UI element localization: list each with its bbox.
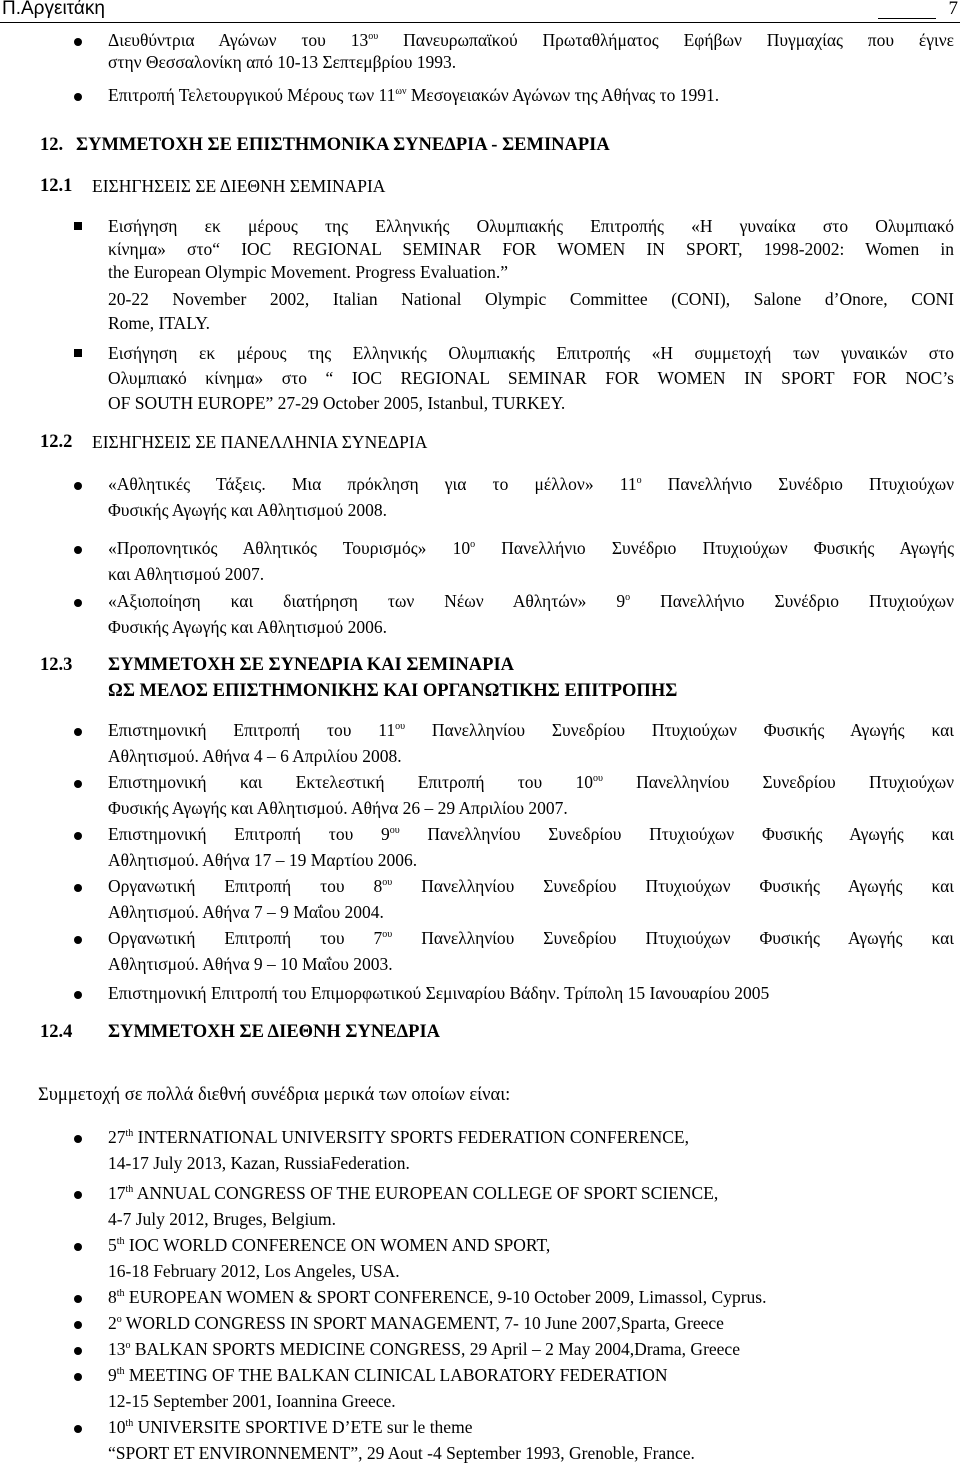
text-line: 20-22 November 2002, Italian National Olympic Committee (CONI), Salone d’Onore, CONI [108, 289, 954, 309]
bullet-icon [74, 1373, 82, 1381]
bullet-icon [74, 546, 82, 554]
text-line: “SPORT ET ENVIRONNEMENT”, 29 Aout -4 September 1993, Grenoble, France. [108, 1443, 695, 1463]
subsection-title-line2: ΩΣ ΜΕΛΟΣ ΕΠΙΣΤΗΜΟΝΙΚΗΣ ΚΑΙ ΟΡΓΑΝΩΤΙΚΗΣ ΕΠΙΤΡΟΠΗΣ [108, 681, 678, 701]
header-author: Π.Αργειτάκη [2, 0, 105, 19]
text-line: Επιστημονική Επιτροπή του $11^{o\upsilon}$ Πανελληνίου Συνεδρίου Πτυχιούχων Φυσικής Αγωγής και [108, 720, 954, 740]
text-line: 8th EUROPEAN WOMEN & SPORT CONFERENCE, 9-10 October 2009, Limassol, Cyprus. [108, 1287, 767, 1307]
page-number: 7 [948, 0, 958, 19]
square-bullet-icon [74, 222, 82, 230]
bullet-icon [74, 728, 82, 736]
text-line: OF SOUTH EUROPE” 27-29 October 2005, Istanbul, TURKEY. [108, 393, 566, 413]
text-line: Επιστημονική Επιτροπή του $9^{o\upsilon}$ Πανελληνίου Συνεδρίου Πτυχιούχων Φυσικής Αγωγής και [108, 824, 954, 844]
bullet-icon [74, 1135, 82, 1143]
page-header [0, 0, 960, 23]
text-line: Φυσικής Αγωγής και Αθλητισμού. Αθήνα 26 – 29 Απριλίου 2007. [108, 798, 568, 818]
bullet-icon [74, 1191, 82, 1199]
text-line: Αθλητισμού. Αθήνα 7 – 9 Μαΐου 2004. [108, 902, 384, 922]
bullet-icon [74, 93, 82, 101]
subsection-title: ΣΥΜΜΕΤΟΧΗ ΣΕ ΣΥΝΕΔΡΙΑ ΚΑΙ ΣΕΜΙΝΑΡΙΑ [108, 655, 515, 675]
text-line: Ολυμπιακό κίνημα» στο “ IOC REGIONAL SEMINAR FOR WOMEN IN SPORT FOR NOC’s [108, 368, 954, 388]
bullet-icon [74, 991, 82, 999]
text-line: the European Olympic Movement. Progress Evaluation.” [108, 262, 508, 282]
intro-text: Συμμετοχή σε πολλά διεθνή συνέδρια μερικά των οποίων είναι: [38, 1085, 511, 1105]
bullet-icon [74, 780, 82, 788]
text-line: Εισήγηση εκ μέρους της Ελληνικής Ολυμπιακής Επιτροπής «Η συμμετοχή των γυναικών στο [108, 343, 954, 363]
bullet-icon [74, 1347, 82, 1355]
text-line: Οργανωτική Επιτροπή του $8^{o\upsilon}$ Πανελληνίου Συνεδρίου Πτυχιούχων Φυσικής Αγωγής και [108, 876, 954, 896]
text-line: 4-7 July 2012, Bruges, Belgium. [108, 1209, 336, 1229]
text-line: 16-18 February 2012, Los Angeles, USA. [108, 1261, 400, 1281]
text-line: και Αθλητισμού 2007. [108, 564, 265, 584]
bullet-icon [74, 599, 82, 607]
text-line: Επιτροπή Τελετουργικού Μέρους των $11^{\omega\nu}$ Μεσογειακών Αγώνων της Αθήνας το 1991. [108, 85, 720, 105]
text-line: Επιστημονική και Εκτελεστική Επιτροπή του $10^{o\upsilon}$ Πανελληνίου Συνεδρίου Πτυχιούχων [108, 772, 954, 792]
text-line: 13$^o$ BALKAN SPORTS MEDICINE CONGRESS, 29 April – 2 May 2004,Drama, Greece [108, 1339, 740, 1359]
text-line: 5th IOC WORLD CONFERENCE ON WOMEN AND SPORT, [108, 1235, 551, 1255]
text-line: 17th ANNUAL CONGRESS OF THE EUROPEAN COLLEGE OF SPORT SCIENCE, [108, 1183, 719, 1203]
text-line: Φυσικής Αγωγής και Αθλητισμού 2006. [108, 617, 387, 637]
text-line: «Προπονητικός Αθλητικός Τουρισμός» $10^o$ Πανελλήνιο Συνέδριο Πτυχιούχων Φυσικής Αγωγής [108, 538, 954, 558]
subsection-title: ΕΙΣΗΓΗΣΕΙΣ ΣΕ ΔΙΕΘΝΗ ΣΕΜΙΝΑΡΙΑ [92, 176, 386, 196]
subsection-title: ΣΥΜΜΕΤΟΧΗ ΣΕ ΔΙΕΘΝΗ ΣΥΝΕΔΡΙΑ [108, 1022, 441, 1042]
bullet-icon [74, 1321, 82, 1329]
text-line: Αθλητισμού. Αθήνα 17 – 19 Μαρτίου 2006. [108, 850, 418, 870]
text-line: Rome, ITALY. [108, 313, 211, 333]
bullet-icon [74, 1243, 82, 1251]
header-rule [878, 18, 936, 19]
text-line: 27th INTERNATIONAL UNIVERSITY SPORTS FEDERATION CONFERENCE, [108, 1127, 689, 1147]
text-line: στην Θεσσαλονίκη από 10-13 Σεπτεμβρίου 1993. [108, 52, 457, 72]
subsection-number: 12.2 [40, 432, 73, 452]
text-line: 9th MEETING OF THE BALKAN CLINICAL LABORATORY FEDERATION [108, 1365, 668, 1385]
text-line: Διευθύντρια Αγώνων του $13^{o\upsilon}$ Πανευρωπαϊκού Πρωταθλήματος Εφήβων Πυγμαχίας που έγινε [108, 30, 954, 50]
section-number: 12. [40, 135, 64, 155]
subsection-number: 12.4 [40, 1022, 73, 1042]
bullet-icon [74, 1425, 82, 1433]
bullet-icon [74, 884, 82, 892]
text-line: κίνημα» στο“ IOC REGIONAL SEMINAR FOR WOMEN IN SPORT, 1998-2002: Women in [108, 239, 954, 259]
text-line: 10th UNIVERSITE SPORTIVE D’ETE sur le theme [108, 1417, 473, 1437]
subsection-title: ΕΙΣΗΓΗΣΕΙΣ ΣΕ ΠΑΝΕΛΛΗΝΙΑ ΣΥΝΕΔΡΙΑ [92, 432, 428, 452]
text-line: Αθλητισμού. Αθήνα 4 – 6 Απριλίου 2008. [108, 746, 402, 766]
bullet-icon [74, 38, 82, 46]
text-line: «Αξιοποίηση και διατήρηση των Νέων Αθλητών» $9^o$ Πανελλήνιο Συνέδριο Πτυχιούχων [108, 591, 954, 611]
text-line: Επιστημονική Επιτροπή του Επιμορφωτικού Σεμιναρίου Βάδην. Τρίπολη 15 Ιανουαρίου 2005 [108, 983, 770, 1003]
text-line: Εισήγηση εκ μέρους της Ελληνικής Ολυμπιακής Επιτροπής «Η γυναίκα στο Ολυμπιακό [108, 216, 954, 236]
bullet-icon [74, 832, 82, 840]
text-line: «Αθλητικές Τάξεις. Μια πρόκληση για το μέλλον» $11^o$ Πανελλήνιο Συνέδριο Πτυχιούχων [108, 474, 954, 494]
text-line: 12-15 September 2001, Ioannina Greece. [108, 1391, 396, 1411]
bullet-icon [74, 1295, 82, 1303]
text-line: Αθλητισμού. Αθήνα 9 – 10 Μαΐου 2003. [108, 954, 393, 974]
text-line: Φυσικής Αγωγής και Αθλητισμού 2008. [108, 500, 387, 520]
text-line: Οργανωτική Επιτροπή του $7^{o\upsilon}$ Πανελληνίου Συνεδρίου Πτυχιούχων Φυσικής Αγωγής και [108, 928, 954, 948]
section-title: ΣΥΜΜΕΤΟΧΗ ΣΕ ΕΠΙΣΤΗΜΟΝΙΚΑ ΣΥΝΕΔΡΙΑ - ΣΕΜΙΝΑΡΙΑ [76, 135, 610, 155]
text-line: 14-17 July 2013, Kazan, RussiaFederation. [108, 1153, 410, 1173]
square-bullet-icon [74, 349, 82, 357]
subsection-number: 12.1 [40, 176, 73, 196]
subsection-number: 12.3 [40, 655, 73, 675]
text-line: 2$^o$ WORLD CONGRESS IN SPORT MANAGEMENT, 7- 10 June 2007,Sparta, Greece [108, 1313, 724, 1333]
bullet-icon [74, 936, 82, 944]
bullet-icon [74, 482, 82, 490]
